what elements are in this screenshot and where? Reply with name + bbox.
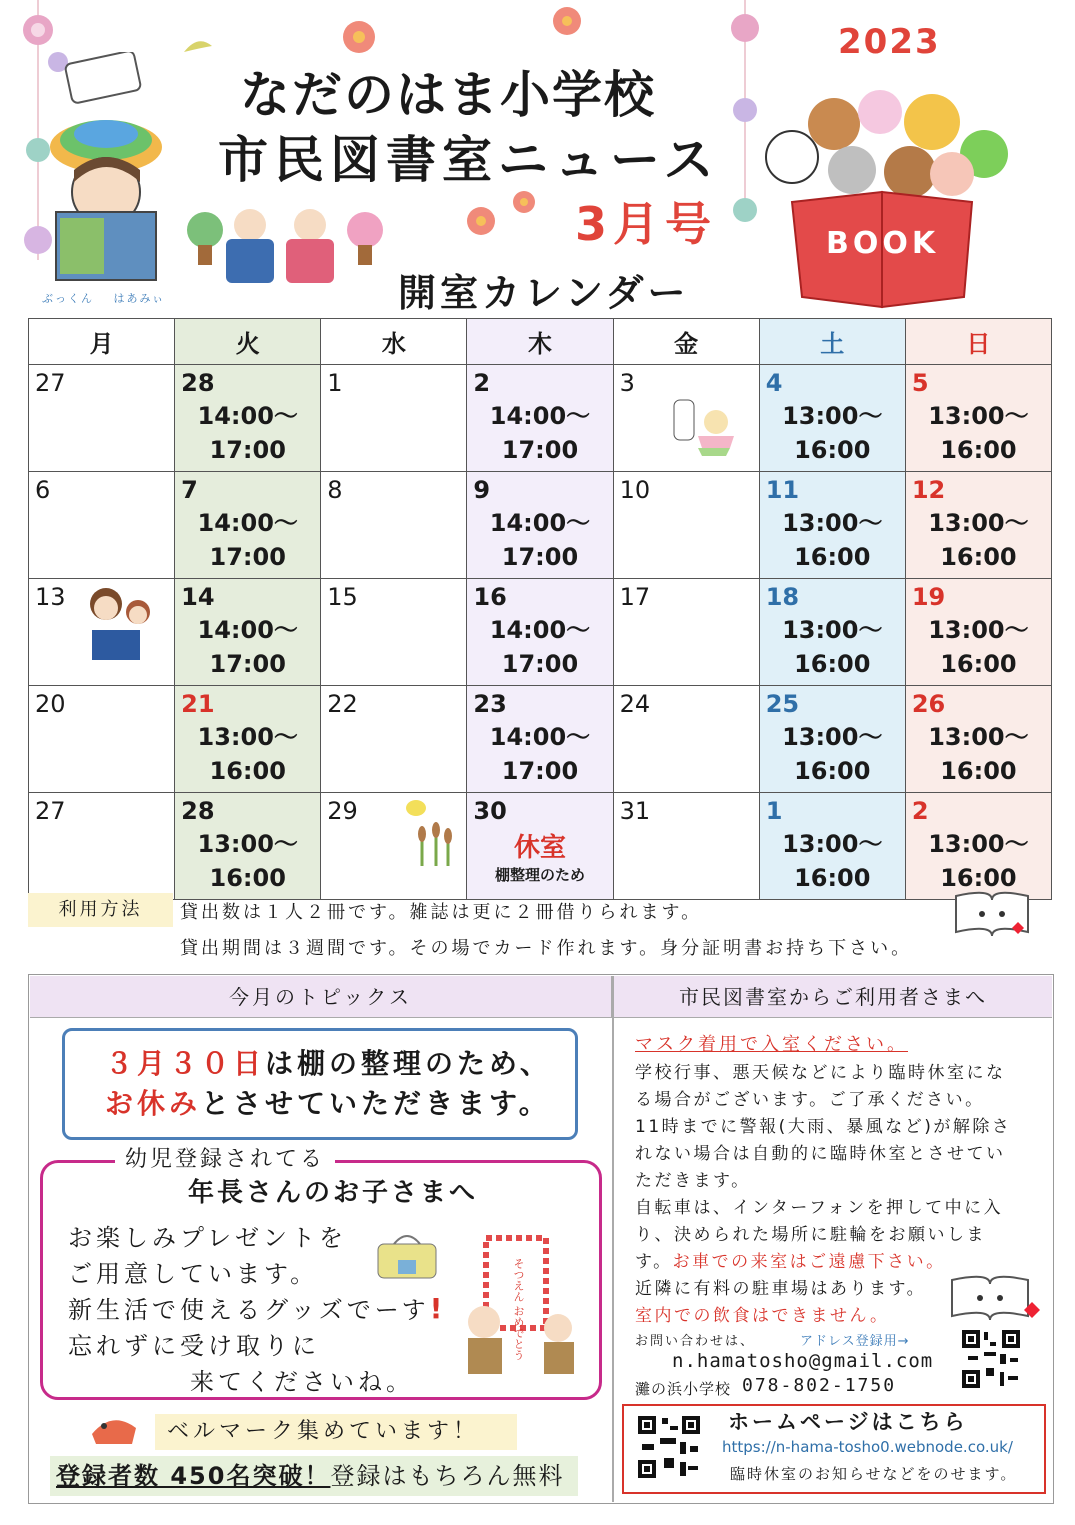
bag-illustration xyxy=(372,1230,442,1282)
character-name: はあみぃ xyxy=(113,292,166,305)
day-number: 14 xyxy=(181,583,215,611)
day-number: 8 xyxy=(327,476,343,504)
weekday-header-row xyxy=(29,319,1052,365)
calendar-week-row xyxy=(29,686,1052,793)
calendar-day-cell-fri xyxy=(613,793,759,900)
newsletter-title: なだのはま小学校 xyxy=(240,66,656,124)
day-number: 29 xyxy=(327,797,358,825)
notice-text: り、決められた場所に駐輪をお願いしま xyxy=(635,1225,986,1245)
weekday-tue: 火 xyxy=(175,319,321,365)
day-number: 23 xyxy=(473,690,507,718)
usage-label: 利用方法 xyxy=(28,893,173,927)
close-time: 16:00 xyxy=(940,543,1017,571)
weekday-sat: 土 xyxy=(759,319,905,365)
graduation-gift-subtitle: 年長さんのお子さまへ xyxy=(188,1178,479,1208)
homepage-url-link[interactable]: https://n-hama-tosho0.webnode.co.uk/ xyxy=(722,1438,1013,1456)
close-time: 17:00 xyxy=(209,436,286,464)
topics-heading: 今月のトピックス xyxy=(30,976,612,1018)
calendar-week-row xyxy=(29,579,1052,686)
issue-label: 3月号 xyxy=(575,197,718,251)
calendar-week-row xyxy=(29,793,1052,900)
contact-email[interactable]: n.hamatosho@gmail.com xyxy=(672,1350,934,1372)
bellmark-count xyxy=(50,1456,578,1496)
open-time: 13:00〜 xyxy=(782,402,883,430)
day-number: 5 xyxy=(911,369,929,397)
close-time: 17:00 xyxy=(501,757,579,785)
day-number: 28 xyxy=(181,369,215,397)
close-time: 17:00 xyxy=(501,543,579,571)
calendar-day-cell-fri xyxy=(613,472,759,579)
calendar-day-cell-sat xyxy=(759,793,905,900)
day-number: 15 xyxy=(327,583,358,611)
close-time: 17:00 xyxy=(209,543,286,571)
close-time: 17:00 xyxy=(501,436,579,464)
closure-rest: とさせていただきます。 xyxy=(201,1087,551,1120)
notice-text: す。 xyxy=(635,1252,673,1272)
calendar-day-cell-wed xyxy=(321,472,467,579)
notice-line xyxy=(635,1247,946,1272)
book-mascot-icon xyxy=(952,888,1032,940)
calendar-day-cell-fri xyxy=(613,686,759,793)
open-time: 13:00〜 xyxy=(782,509,883,537)
calendar-day-cell-mon xyxy=(29,365,175,472)
parent-child-reading-illustration xyxy=(82,582,162,664)
plum-flower-icon xyxy=(512,190,536,214)
day-number: 1 xyxy=(327,369,343,397)
day-number: 19 xyxy=(911,583,946,611)
calendar-day-cell-tue xyxy=(175,579,321,686)
calendar-day-cell-sun xyxy=(905,793,1051,900)
calendar-title: 開室カレンダー xyxy=(398,271,690,315)
animals-reading-book-illustration xyxy=(752,62,1042,312)
closure-reason: は棚の整理のため、 xyxy=(265,1047,552,1080)
weekday-sun: 日 xyxy=(905,319,1051,365)
calendar-day-cell-tue xyxy=(175,472,321,579)
close-time: 16:00 xyxy=(940,650,1017,678)
closure-notice-line1 xyxy=(105,1042,552,1082)
open-time: 13:00〜 xyxy=(928,616,1029,644)
hina-dolls-illustration xyxy=(180,195,390,290)
notice-line xyxy=(635,1112,1011,1137)
close-time: 16:00 xyxy=(209,864,286,892)
day-number: 27 xyxy=(35,797,66,825)
newsletter-subtitle: 市民図書室ニュース xyxy=(218,131,720,189)
day-number: 25 xyxy=(765,690,800,718)
open-time: 13:00〜 xyxy=(782,723,883,751)
plum-flower-icon xyxy=(342,20,376,54)
open-time: 13:00〜 xyxy=(928,509,1029,537)
panel-divider xyxy=(612,976,614,1502)
close-time: 17:00 xyxy=(209,650,286,678)
close-time: 16:00 xyxy=(940,436,1017,464)
day-number: 13 xyxy=(35,583,66,611)
notice-warning: 室内での飲食はできません。 xyxy=(635,1306,890,1326)
calendar-day-cell-thu xyxy=(467,579,613,686)
usage-loan-count: 貸出数は１人２冊です。雑誌は更に２冊借りられます。 xyxy=(180,902,703,923)
hinamatsuri-treats-illustration xyxy=(668,392,738,458)
open-time: 14:00〜 xyxy=(489,402,591,430)
calendar-day-cell-mon xyxy=(29,793,175,900)
exclamation-mark: ! xyxy=(429,1292,447,1325)
congrats-sign: そつえん おめでとう xyxy=(512,1258,525,1361)
day-number: 7 xyxy=(181,476,198,504)
calendar-day-cell-sun xyxy=(905,579,1051,686)
open-time: 13:00〜 xyxy=(782,616,883,644)
notice-text: る場合がございます。ご了承ください。 xyxy=(635,1090,985,1110)
open-time: 13:00〜 xyxy=(197,723,298,751)
hermit-crab-icon xyxy=(82,1408,144,1452)
closure-word: お休み xyxy=(105,1087,202,1120)
notice-text: れない場合は自動的に臨時休室とさせてい xyxy=(635,1144,1006,1164)
notice-line xyxy=(635,1085,985,1110)
weekday-mon: 月 xyxy=(29,319,175,365)
notice-line xyxy=(635,1274,926,1299)
weekday-wed: 水 xyxy=(321,319,467,365)
day-number: 21 xyxy=(181,690,215,718)
open-calendar xyxy=(28,318,1052,900)
close-time: 16:00 xyxy=(794,543,871,571)
day-number: 31 xyxy=(619,797,651,825)
calendar-day-cell-sun xyxy=(905,686,1051,793)
open-time: 14:00〜 xyxy=(489,723,591,751)
open-time: 14:00〜 xyxy=(197,509,298,537)
day-number: 6 xyxy=(35,476,51,504)
gift-line: ご用意しています。 xyxy=(68,1260,319,1288)
mask-notice: マスク着用で入室ください。 xyxy=(635,1034,908,1055)
closure-notice-line2 xyxy=(105,1082,551,1122)
close-time: 16:00 xyxy=(794,650,871,678)
calendar-day-cell-thu xyxy=(467,793,613,900)
calendar-day-cell-mon xyxy=(29,686,175,793)
plum-flower-icon xyxy=(466,206,496,236)
day-number: 22 xyxy=(327,690,358,718)
character-names xyxy=(42,290,179,306)
open-time: 13:00〜 xyxy=(928,723,1029,751)
calendar-day-cell-wed xyxy=(321,365,467,472)
day-number: 11 xyxy=(765,476,800,504)
notice-line xyxy=(635,1193,1003,1218)
calendar-day-cell-sat xyxy=(759,686,905,793)
day-number: 2 xyxy=(911,797,929,825)
calendar-day-cell-thu xyxy=(467,472,613,579)
address-register-label: アドレス登録用→ xyxy=(800,1334,910,1349)
calendar-day-cell-sat xyxy=(759,365,905,472)
close-time: 16:00 xyxy=(794,864,871,892)
calendar-day-cell-tue xyxy=(175,365,321,472)
closed-reason: 棚整理のため xyxy=(494,866,585,884)
homepage-qr-code-icon[interactable] xyxy=(636,1414,702,1480)
bellmark-label: ベルマーク集めています！ xyxy=(155,1414,517,1450)
school-name: 灘の浜小学校 xyxy=(635,1380,732,1398)
inquiry-label: お問い合わせは、 xyxy=(635,1334,756,1349)
calendar-week-row xyxy=(29,365,1052,472)
close-time: 16:00 xyxy=(940,864,1017,892)
calendar-day-cell-tue xyxy=(175,686,321,793)
close-time: 17:00 xyxy=(501,650,579,678)
day-number: 9 xyxy=(473,476,491,504)
calendar-day-cell-fri xyxy=(613,579,759,686)
open-time: 13:00〜 xyxy=(928,402,1029,430)
day-number: 12 xyxy=(911,476,946,504)
day-number: 3 xyxy=(619,369,635,397)
calendar-day-cell-sat xyxy=(759,472,905,579)
day-number: 24 xyxy=(619,690,651,718)
day-number: 18 xyxy=(765,583,800,611)
bellmark-free: 登録はもちろん無料 xyxy=(330,1462,565,1490)
day-number: 30 xyxy=(473,797,507,825)
notice-line xyxy=(635,1139,1006,1164)
open-time: 13:00〜 xyxy=(197,830,298,858)
open-time: 14:00〜 xyxy=(197,402,298,430)
year-label: 2023 xyxy=(838,22,941,62)
bellmark-registered: 登録者数 450名突破！ xyxy=(56,1462,331,1490)
book-mascot-icon xyxy=(948,1272,1040,1324)
day-number: 1 xyxy=(765,797,783,825)
bukkun-character-illustration xyxy=(48,52,168,282)
calendar-day-cell-tue xyxy=(175,793,321,900)
plum-flower-icon xyxy=(552,6,582,36)
open-time: 13:00〜 xyxy=(928,830,1029,858)
open-time: 14:00〜 xyxy=(489,616,591,644)
day-number: 4 xyxy=(765,369,783,397)
usage-loan-period: 貸出期間は３週間です。その場でカード作れます。身分証明書お持ち下さい。 xyxy=(180,938,913,959)
notice-warning: お車での来室はご遠慮下さい。 xyxy=(672,1252,946,1272)
gift-line: 新生活で使えるグッズでーす! xyxy=(68,1292,447,1325)
open-time: 13:00〜 xyxy=(782,830,883,858)
calendar-day-cell-sun xyxy=(905,472,1051,579)
notice-text: ただきます。 xyxy=(635,1171,751,1191)
close-time: 16:00 xyxy=(209,757,286,785)
calendar-day-cell-thu xyxy=(467,365,613,472)
calendar-day-cell-sun xyxy=(905,365,1051,472)
closed-label: 休室 xyxy=(513,833,566,863)
close-time: 16:00 xyxy=(794,757,871,785)
gift-line: お楽しみプレゼントを xyxy=(68,1224,348,1252)
day-number: 2 xyxy=(473,369,491,397)
bird-icon xyxy=(180,32,216,62)
day-number: 27 xyxy=(35,369,66,397)
notice-line xyxy=(635,1166,751,1191)
calendar-day-cell-thu xyxy=(467,686,613,793)
weekday-fri: 金 xyxy=(613,319,759,365)
close-time: 16:00 xyxy=(794,436,871,464)
day-number: 28 xyxy=(181,797,215,825)
close-time: 16:00 xyxy=(940,757,1017,785)
homepage-note: 臨時休室のお知らせなどをのせます。 xyxy=(730,1465,1018,1483)
notice-line xyxy=(635,1058,1006,1083)
day-number: 20 xyxy=(35,690,66,718)
gift-line: 忘れずに受け取りに xyxy=(68,1332,320,1360)
notice-line xyxy=(635,1220,986,1245)
butterfly-horsetail-illustration xyxy=(400,796,462,868)
notice-text: 近隣に有料の駐車場はあります。 xyxy=(635,1279,927,1299)
calendar-body xyxy=(29,365,1052,900)
contact-phone: 078-802-1750 xyxy=(742,1375,897,1396)
graduation-gift-tag: 幼児登録されてる xyxy=(115,1142,335,1173)
closure-date: ３月３０日 xyxy=(105,1047,266,1080)
calendar-day-cell-wed xyxy=(321,686,467,793)
notice-text: 自転車は、インターフォンを押して中に入 xyxy=(635,1198,1004,1218)
day-number: 16 xyxy=(473,583,507,611)
calendar-day-cell-wed xyxy=(321,579,467,686)
calendar-day-cell-sat xyxy=(759,579,905,686)
open-time: 14:00〜 xyxy=(489,509,591,537)
notice-text: 学校行事、悪天候などにより臨時休室にな xyxy=(635,1063,1006,1083)
open-time: 14:00〜 xyxy=(197,616,298,644)
weekday-thu: 木 xyxy=(467,319,613,365)
day-number: 17 xyxy=(619,583,651,611)
gift-line: 来てくださいね。 xyxy=(190,1368,414,1396)
calendar-week-row xyxy=(29,472,1052,579)
notice-heading: 市民図書室からご利用者さまへ xyxy=(614,976,1052,1018)
day-number: 26 xyxy=(911,690,946,718)
homepage-title: ホームページはこちら xyxy=(728,1410,968,1434)
book-label: BOOK xyxy=(826,226,940,261)
email-qr-code-icon[interactable] xyxy=(960,1328,1022,1390)
day-number: 10 xyxy=(619,476,651,504)
notice-line xyxy=(635,1301,890,1326)
calendar-day-cell-mon xyxy=(29,472,175,579)
character-name: ぶっくん xyxy=(42,292,94,305)
notice-text: 11時までに警報(大雨、暴風など)が解除さ xyxy=(635,1117,1012,1137)
